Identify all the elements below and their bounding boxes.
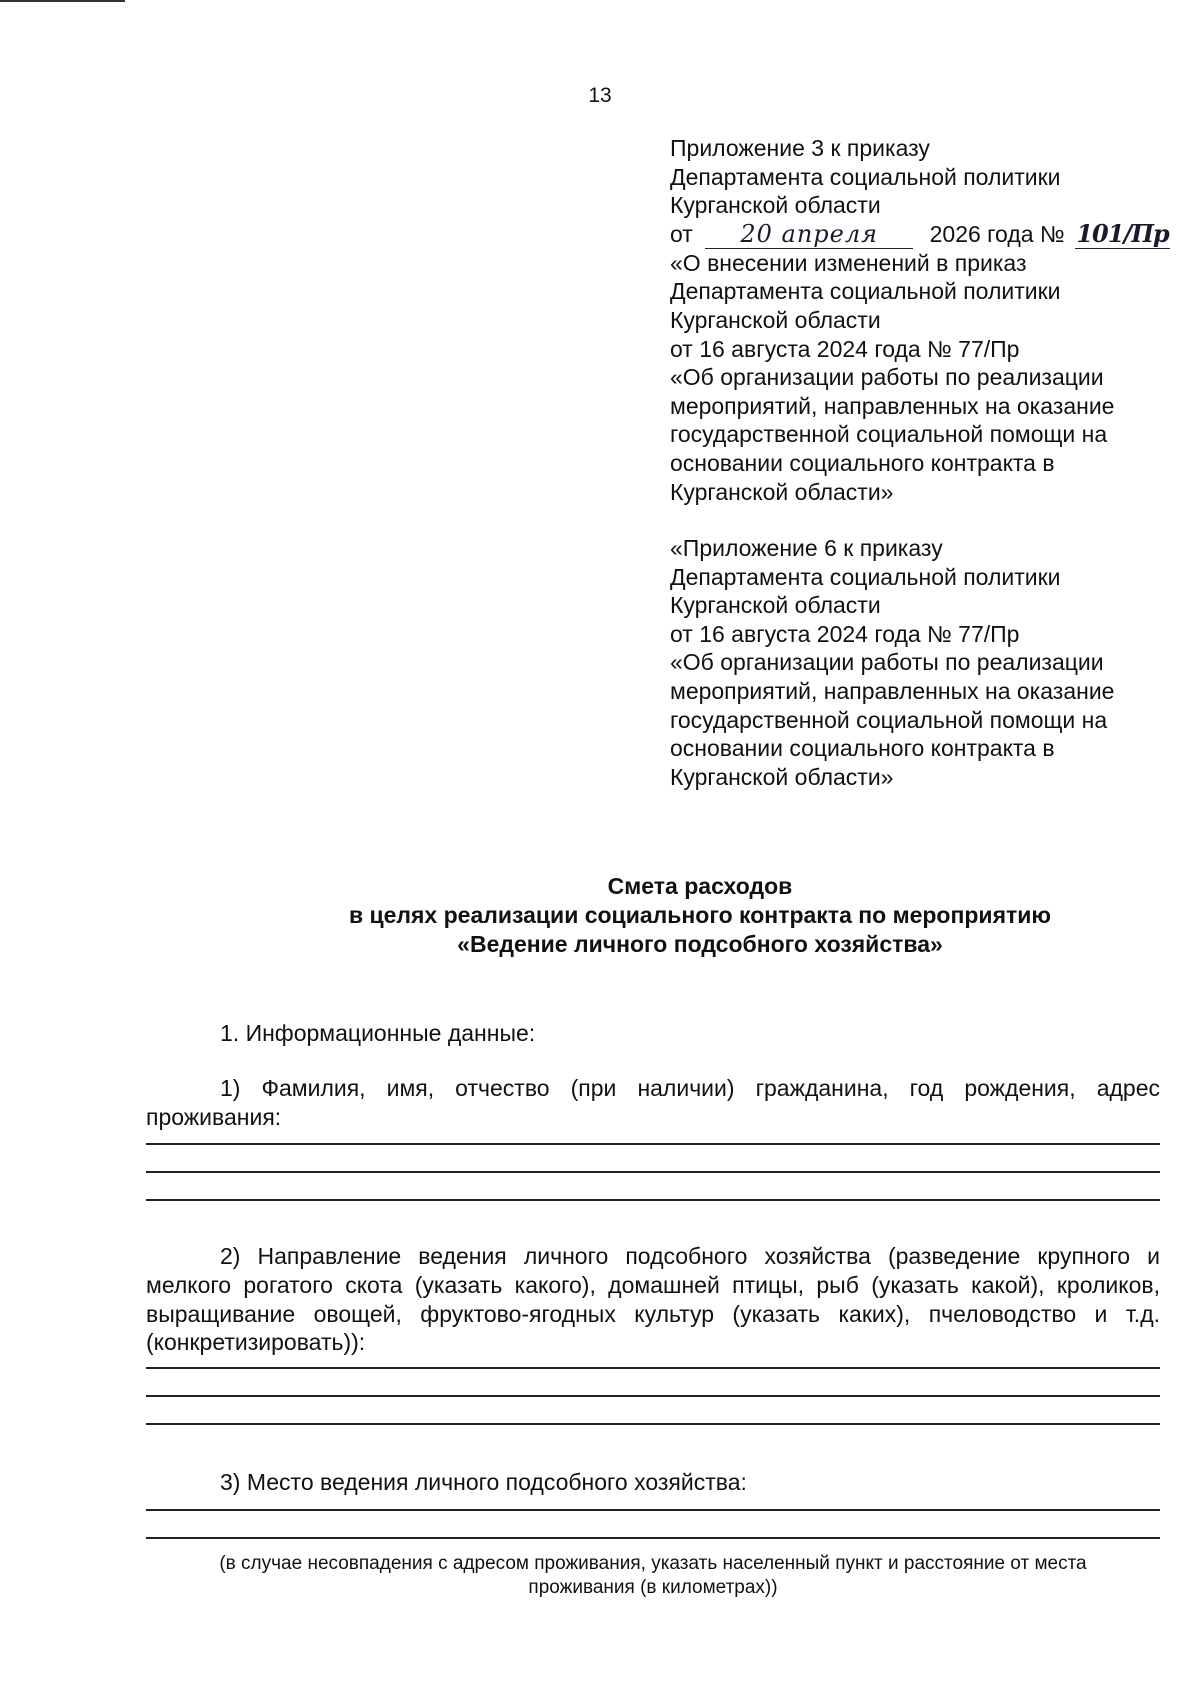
fill-in-line[interactable] bbox=[146, 1171, 1160, 1173]
appendix-line: «О внесении изменений в приказ bbox=[670, 249, 1027, 276]
appendix-line: от 16 августа 2024 года № 77/Пр bbox=[670, 335, 1020, 362]
fill-in-line[interactable] bbox=[146, 1509, 1160, 1511]
item-1-fullname-address: 1) Фамилия, имя, отчество (при наличии) гражданина, год рождения, адрес проживания: bbox=[146, 1075, 1160, 1130]
section-heading: 1. Информационные данные: bbox=[220, 1020, 536, 1046]
appendix-line: Курганской области» bbox=[670, 763, 894, 790]
fill-in-line[interactable] bbox=[146, 1143, 1160, 1145]
appendix-line: «Об организации работы по реализации bbox=[670, 649, 1104, 676]
date-prefix: от bbox=[670, 220, 693, 247]
appendix-line: мероприятий, направленных на оказание bbox=[670, 677, 1115, 704]
order-date-row bbox=[670, 220, 1170, 249]
appendix-3-header bbox=[670, 134, 1170, 506]
appendix-line: Курганской области» bbox=[670, 478, 894, 505]
appendix-line: «Об организации работы по реализации bbox=[670, 364, 1104, 391]
fill-in-line[interactable] bbox=[146, 1199, 1160, 1201]
appendix-line: государственной социальной помощи на bbox=[670, 421, 1108, 448]
item-3-farming-location: 3) Место ведения личного подсобного хозяйства: bbox=[220, 1469, 747, 1495]
appendix-line: Приложение 3 к приказу bbox=[670, 135, 930, 161]
handwritten-order-number: 101/Пр bbox=[1076, 218, 1169, 248]
appendix-line: Департамента социальной политики bbox=[670, 278, 1061, 305]
document-title bbox=[180, 872, 1200, 958]
appendix-line: «Приложение 6 к приказу bbox=[670, 535, 943, 561]
footnote-line: (в случае несовпадения с адресом проживания, указать населенный пункт и расстояние от места bbox=[219, 1553, 1087, 1574]
footnote-line: проживания (в километрах)) bbox=[528, 1577, 778, 1598]
fill-in-line[interactable] bbox=[146, 1537, 1160, 1539]
title-line: Смета расходов bbox=[607, 873, 793, 899]
appendix-line: от 16 августа 2024 года № 77/Пр bbox=[670, 620, 1020, 647]
appendix-line: основании социального контракта в bbox=[670, 735, 1055, 762]
title-line: в целях реализации социального контракта по мероприятию bbox=[348, 901, 1052, 928]
handwritten-date: 20 апреля bbox=[705, 221, 913, 249]
appendix-line: государственной социальной помощи на bbox=[670, 706, 1108, 733]
appendix-line: основании социального контракта в bbox=[670, 449, 1055, 476]
appendix-line: Департамента социальной политики bbox=[670, 563, 1061, 590]
appendix-6-header bbox=[670, 534, 1170, 791]
fill-in-line[interactable] bbox=[146, 1423, 1160, 1425]
fill-in-line[interactable] bbox=[146, 1395, 1160, 1397]
year-text: 2026 года № bbox=[929, 220, 1065, 247]
location-footnote bbox=[146, 1552, 1160, 1600]
page-number: 13 bbox=[588, 84, 612, 107]
appendix-line: Курганской области bbox=[670, 192, 881, 219]
title-line: «Ведение личного подсобного хозяйства» bbox=[457, 930, 943, 957]
appendix-line: мероприятий, направленных на оказание bbox=[670, 392, 1115, 419]
appendix-line: Курганской области bbox=[670, 306, 881, 333]
appendix-line: Курганской области bbox=[670, 592, 881, 619]
item-2-farming-direction: 2) Направление ведения личного подсобного хозяйства (разведение крупного и мелкого рогатого скота (указать какого), домашней птицы, рыб (указать какой), кроликов, выращивание овощей, фруктово-ягодных культур (указать каких), пчеловодство и т.д. (конкретизировать)): bbox=[146, 1243, 1160, 1356]
appendix-line: Департамента социальной политики bbox=[670, 163, 1061, 190]
scan-edge-mark bbox=[0, 0, 125, 2]
fill-in-line[interactable] bbox=[146, 1367, 1160, 1369]
